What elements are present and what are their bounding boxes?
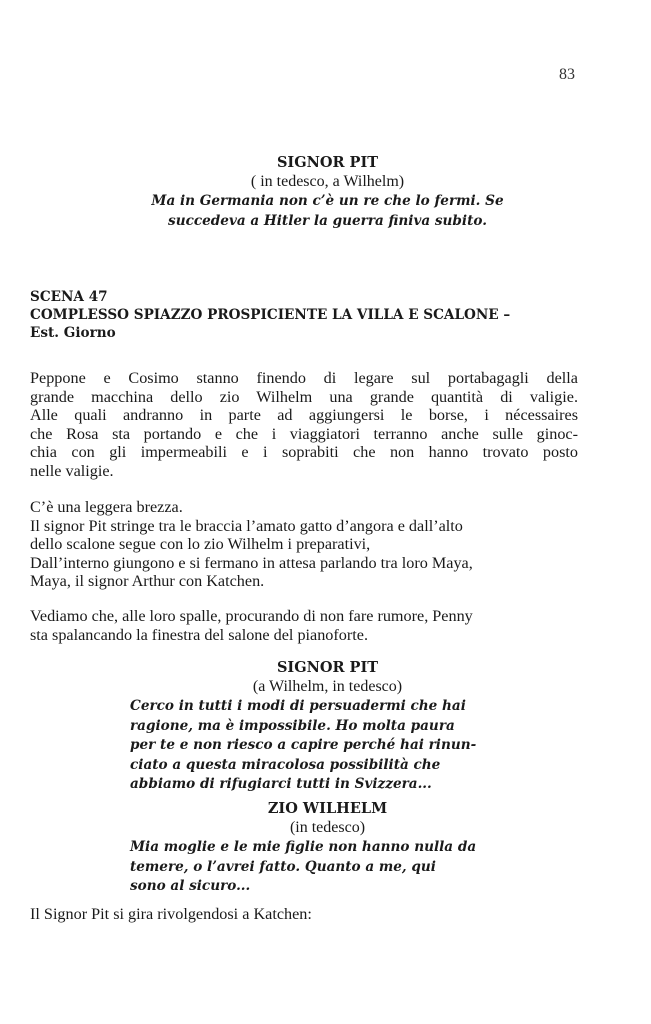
dialogue-line: ciato a questa miracolosa possibilità che xyxy=(130,756,441,773)
paragraph-line: Peppone e Cosimo stanno finendo di legare sul portabagagli della xyxy=(30,369,578,387)
dialogue-line: temere, o l’avrei fatto. Quanto a me, qui xyxy=(130,858,436,875)
paragraph-line: Maya, il signor Arthur con Katchen. xyxy=(30,572,265,591)
dialogue-line: sono al sicuro... xyxy=(130,878,251,895)
paragraph-line: Alle quali andranno in parte ad aggiungersi le borse, i nécessaires xyxy=(30,406,578,425)
dialogue-block-signor-pit-1 xyxy=(130,153,525,231)
paragraph-line: Dall’interno giungono e si fermano in attesa parlando tra loro Maya, xyxy=(30,553,473,572)
paragraph-line: che Rosa sta portando e che i viaggiatori terranno anche sulle ginoc- xyxy=(30,424,578,443)
paragraph-line: grande macchina dello zio Wilhelm una grande quantità di valigie. xyxy=(30,387,578,406)
dialogue-line: Ma in Germania non c’è un re che lo fermi. Se xyxy=(151,193,504,209)
dialogue-line: succedeva a Hitler la guerra finiva subito. xyxy=(168,212,487,229)
action-paragraph xyxy=(30,905,578,924)
dialogue-block-zio-wilhelm xyxy=(130,799,525,897)
paragraph-line: C’è una leggera brezza. xyxy=(30,498,183,516)
dialogue-line: per te e non riesco a capire perché hai rinun- xyxy=(130,737,477,754)
dialogue-block-signor-pit-2 xyxy=(130,658,525,795)
dialogue-line: ragione, ma è impossibile. Ho molta paura xyxy=(130,717,455,734)
dialogue-line: Cerco in tutti i modi di persuadermi che hai xyxy=(130,698,466,714)
stage-direction: (in tedesco) xyxy=(289,819,366,836)
action-paragraph xyxy=(30,498,578,591)
speaker-name: SIGNOR PIT xyxy=(276,659,379,676)
speaker-name: ZIO WILHELM xyxy=(267,800,388,817)
speaker-name: SIGNOR PIT xyxy=(276,154,379,171)
paragraph-line: Il Signor Pit si gira rivolgendosi a Katchen: xyxy=(30,905,312,923)
action-paragraph xyxy=(30,369,578,481)
paragraph-line: sta spalancando la finestra del salone del pianoforte. xyxy=(30,625,369,644)
paragraph-line: Vediamo che, alle loro spalle, procurando di non fare rumore, Penny xyxy=(30,607,473,625)
dialogue-line: abbiamo di rifugiarci tutti in Svizzera... xyxy=(130,776,432,793)
paragraph-line: chia con gli impermeabili e i soprabiti che non hanno trovato posto xyxy=(30,443,578,462)
stage-direction: ( in tedesco, a Wilhelm) xyxy=(250,173,405,190)
dialogue-line: Mia moglie e le mie figlie non hanno nulla da xyxy=(130,839,477,855)
scene-number: SCENA 47 xyxy=(30,289,108,305)
paragraph-line: nelle valigie. xyxy=(30,461,114,480)
scene-heading xyxy=(30,288,590,342)
scene-time: Est. Giorno xyxy=(30,325,116,341)
paragraph-line: dello scalone segue con lo zio Wilhelm i preparativi, xyxy=(30,535,371,554)
paragraph-line: Il signor Pit stringe tra le braccia l’amato gatto d’angora e dall’alto xyxy=(30,516,463,535)
action-paragraph xyxy=(30,607,578,644)
page-number: 83 xyxy=(559,66,575,83)
scene-title: COMPLESSO SPIAZZO PROSPICIENTE LA VILLA E SCALONE – xyxy=(30,307,511,323)
stage-direction: (a Wilhelm, in tedesco) xyxy=(252,678,403,695)
